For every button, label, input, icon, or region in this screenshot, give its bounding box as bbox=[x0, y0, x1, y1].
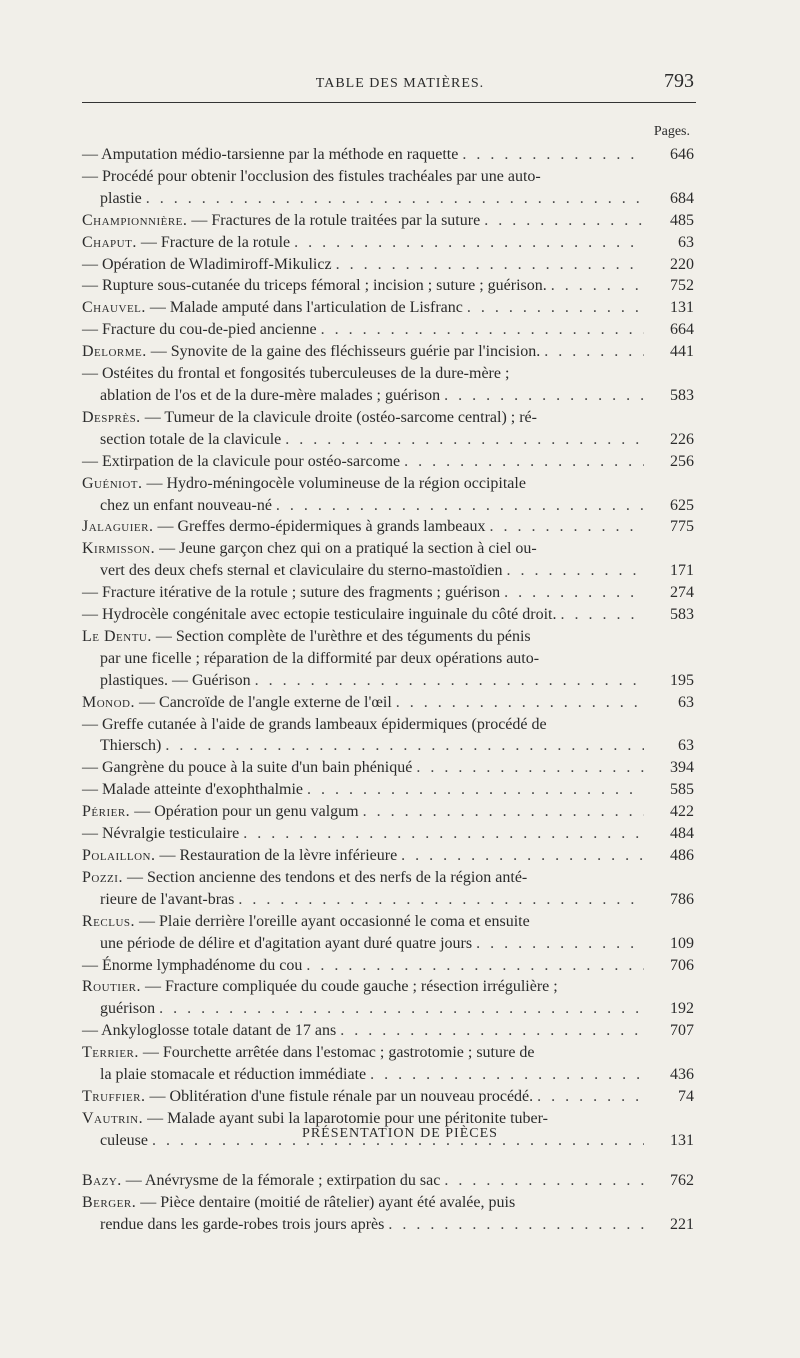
entry-text: — Malade ayant subi la laparotomie pour une péritonite tuber- bbox=[147, 1109, 548, 1127]
entry-text: une période de délire et d'agitation ayant duré quatre jours bbox=[100, 934, 473, 952]
toc-entry bbox=[82, 210, 694, 232]
entry-author: Desprès. bbox=[82, 408, 141, 426]
dot-leader bbox=[285, 429, 644, 451]
entry-page: 394 bbox=[670, 759, 694, 777]
entry-text: — Synovite de la gaine des fléchisseurs guérie par l'incision. bbox=[150, 343, 541, 361]
entry-author: Berger. bbox=[82, 1193, 137, 1211]
pages-column-label: Pages. bbox=[653, 124, 690, 139]
dot-leader bbox=[404, 451, 644, 473]
dot-leader bbox=[388, 1214, 644, 1236]
toc-entry bbox=[82, 845, 694, 867]
toc-entry bbox=[82, 297, 694, 319]
entry-text: — Gangrène du pouce à la suite d'un bain phéniqué bbox=[82, 759, 413, 777]
toc-entry bbox=[82, 1020, 694, 1042]
dot-leader bbox=[462, 144, 644, 166]
entry-author: Guéniot. bbox=[82, 474, 143, 492]
entry-text: — Hydro-méningocèle volumineuse de la région occipitale bbox=[146, 474, 526, 492]
entry-page: 625 bbox=[670, 496, 694, 514]
entry-page: 171 bbox=[670, 562, 694, 580]
entry-author: Championnière. bbox=[82, 211, 188, 229]
toc-entry bbox=[82, 1086, 694, 1108]
dot-leader bbox=[416, 757, 644, 779]
entry-page: 583 bbox=[670, 606, 694, 624]
entry-text: culeuse bbox=[100, 1131, 148, 1149]
entry-page: 664 bbox=[670, 321, 694, 339]
entry-page: 131 bbox=[670, 299, 694, 317]
entry-text: rendue dans les garde-robes trois jours après bbox=[100, 1215, 385, 1233]
entry-page: 762 bbox=[670, 1172, 694, 1189]
entry-page: 74 bbox=[678, 1087, 694, 1105]
entry-author: Le Dentu. bbox=[82, 627, 152, 645]
toc-entry bbox=[82, 1192, 694, 1236]
entry-text: — Fracture de la rotule bbox=[140, 233, 291, 251]
entry-author: Vautrin. bbox=[82, 1109, 144, 1127]
dot-leader bbox=[401, 845, 644, 867]
entry-text: guérison bbox=[100, 1000, 156, 1018]
presentation-list bbox=[82, 1170, 694, 1236]
dot-leader bbox=[476, 933, 644, 955]
dot-leader bbox=[444, 385, 644, 407]
dot-leader bbox=[363, 801, 644, 823]
dot-leader bbox=[276, 495, 644, 517]
entry-author: Pozzi. bbox=[82, 868, 123, 886]
toc-entry bbox=[82, 779, 694, 801]
entry-author: Jalaguier. bbox=[82, 518, 154, 536]
entry-page: 436 bbox=[670, 1066, 694, 1084]
dot-leader bbox=[504, 582, 644, 604]
entry-author: Polaillon. bbox=[82, 847, 156, 864]
dot-leader bbox=[238, 889, 644, 911]
toc-entry bbox=[82, 582, 694, 604]
entry-text: — Pièce dentaire (moitié de râtelier) ayant été avalée, puis bbox=[140, 1193, 516, 1211]
entry-text: — Jeune garçon chez qui on a pratiqué la section à ciel ou- bbox=[159, 540, 537, 558]
entry-page: 220 bbox=[670, 255, 694, 273]
entry-page: 585 bbox=[670, 781, 694, 799]
entry-text: — Amputation médio-tarsienne par la méthode en raquette bbox=[82, 146, 459, 163]
toc-entry bbox=[82, 254, 694, 276]
entry-text: ablation de l'os et de la dure-mère malades ; guérison bbox=[100, 386, 441, 404]
entry-text: — Restauration de la lèvre inférieure bbox=[159, 847, 398, 864]
entry-page: 484 bbox=[670, 825, 694, 843]
entry-text: — Procédé pour obtenir l'occlusion des fistules trachéales par une auto- bbox=[82, 167, 541, 185]
entry-page: 109 bbox=[670, 934, 694, 952]
entry-page: 583 bbox=[670, 386, 694, 404]
toc-entry bbox=[82, 823, 694, 845]
dot-leader bbox=[370, 1064, 644, 1086]
entry-text: la plaie stomacale et réduction immédiate bbox=[100, 1066, 367, 1084]
entry-text: Thiersch) bbox=[100, 737, 162, 755]
entry-page: 131 bbox=[670, 1131, 694, 1149]
entry-page: 707 bbox=[670, 1022, 694, 1040]
toc-entry bbox=[82, 516, 694, 538]
entry-text: — Fracture itérative de la rotule ; suture des fragments ; guérison bbox=[82, 584, 501, 602]
entry-text: vert des deux chefs sternal et claviculaire du sterno-mastoïdien bbox=[100, 562, 503, 580]
entry-author: Delorme. bbox=[82, 343, 147, 361]
toc-entry bbox=[82, 473, 694, 517]
entry-author: Périer. bbox=[82, 803, 131, 821]
entry-page: 192 bbox=[670, 1000, 694, 1018]
entry-page: 63 bbox=[678, 693, 694, 711]
toc-entry bbox=[82, 144, 694, 166]
entry-text: rieure de l'avant-bras bbox=[100, 890, 235, 908]
dot-leader bbox=[537, 1086, 644, 1108]
entry-text: plastie bbox=[100, 189, 142, 207]
entry-author: Truffier. bbox=[82, 1087, 146, 1105]
toc-entry bbox=[82, 801, 694, 823]
toc-entry bbox=[82, 275, 694, 297]
toc-entry bbox=[82, 867, 694, 911]
dot-leader bbox=[551, 275, 644, 297]
entry-text: — Opération pour un genu valgum bbox=[134, 803, 359, 821]
toc-entry bbox=[82, 604, 694, 626]
running-header-title: TABLE DES MATIÈRES. bbox=[315, 76, 485, 91]
dot-leader bbox=[336, 254, 644, 276]
entry-text: plastiques. — Guérison bbox=[100, 671, 251, 689]
dot-leader bbox=[544, 341, 644, 363]
entry-text: — Malade amputé dans l'articulation de Lisfranc bbox=[149, 299, 463, 317]
toc-entry bbox=[82, 363, 694, 407]
toc-entry bbox=[82, 319, 694, 341]
dot-leader bbox=[484, 210, 644, 232]
toc-entry bbox=[82, 714, 694, 758]
entry-author: Terrier. bbox=[82, 1044, 139, 1062]
entry-text: — Rupture sous-cutanée du triceps fémoral ; incision ; suture ; guérison. bbox=[82, 277, 547, 295]
entry-text: — Section complète de l'urèthre et des téguments du pénis bbox=[155, 627, 531, 645]
header-rule bbox=[82, 102, 696, 103]
entry-text: — Opération de Wladimiroff-Mikulicz bbox=[82, 255, 332, 273]
entry-text: — Anévrysme de la fémorale ; extirpation du sac bbox=[125, 1172, 441, 1189]
entry-text: chez un enfant nouveau-né bbox=[100, 496, 272, 514]
entry-page: 274 bbox=[670, 584, 694, 602]
entry-page: 63 bbox=[678, 737, 694, 755]
entry-text: section totale de la clavicule bbox=[100, 430, 282, 448]
entry-text: — Plaie derrière l'oreille ayant occasionné le coma et ensuite bbox=[139, 912, 530, 930]
entry-text: — Énorme lymphadénome du cou bbox=[82, 956, 303, 974]
entry-text: — Ankyloglosse totale datant de 17 ans bbox=[82, 1022, 337, 1040]
entry-text: — Fourchette arrêtée dans l'estomac ; gastrotomie ; suture de bbox=[142, 1044, 535, 1062]
entry-page: 63 bbox=[678, 233, 694, 251]
dot-leader bbox=[560, 604, 644, 626]
toc-entry bbox=[82, 166, 694, 210]
dot-leader bbox=[307, 779, 644, 801]
toc-entry bbox=[82, 451, 694, 473]
dot-leader bbox=[165, 735, 644, 757]
entry-text: par une ficelle ; réparation de la difformité par deux opérations auto- bbox=[100, 649, 540, 667]
page-number: 793 bbox=[664, 70, 694, 92]
entry-text: — Section ancienne des tendons et des nerfs de la région anté- bbox=[126, 868, 528, 886]
toc-entry bbox=[82, 1042, 694, 1086]
entry-author: Chaput. bbox=[82, 233, 137, 251]
dot-leader bbox=[467, 297, 644, 319]
entry-page: 646 bbox=[670, 146, 694, 163]
entry-author: Kirmisson. bbox=[82, 540, 156, 558]
entry-text: — Cancroïde de l'angle externe de l'œil bbox=[139, 693, 392, 711]
toc-entry bbox=[82, 341, 694, 363]
toc-entry bbox=[82, 976, 694, 1020]
toc-entry bbox=[82, 407, 694, 451]
dot-leader bbox=[396, 692, 644, 714]
dot-leader bbox=[340, 1020, 644, 1042]
entry-author: Bazy. bbox=[82, 1172, 122, 1189]
entry-text: — Tumeur de la clavicule droite (ostéo-sarcome central) ; ré- bbox=[144, 408, 537, 426]
entry-text: — Hydrocèle congénitale avec ectopie testiculaire inguinale du côté droit. bbox=[82, 606, 557, 624]
entry-page: 786 bbox=[670, 890, 694, 908]
dot-leader bbox=[306, 955, 644, 977]
entry-page: 706 bbox=[670, 956, 694, 974]
section-title: PRÉSENTATION DE PIÈCES bbox=[302, 1126, 498, 1141]
entry-text: — Extirpation de la clavicule pour ostéo-sarcome bbox=[82, 452, 401, 470]
entry-text: — Malade atteinte d'exophthalmie bbox=[82, 781, 304, 799]
entry-text: — Greffes dermo-épidermiques à grands lambeaux bbox=[157, 518, 486, 536]
toc-entry bbox=[82, 538, 694, 582]
entry-page: 441 bbox=[670, 343, 694, 361]
dot-leader bbox=[159, 998, 644, 1020]
entry-page: 195 bbox=[670, 671, 694, 689]
entry-page: 486 bbox=[670, 847, 694, 864]
entry-text: — Oblitération d'une fistule rénale par un nouveau procédé. bbox=[149, 1087, 534, 1105]
entry-author: Chauvel. bbox=[82, 299, 146, 317]
dot-leader bbox=[243, 823, 644, 845]
entry-page: 226 bbox=[670, 430, 694, 448]
entry-text: — Greffe cutanée à l'aide de grands lambeaux épidermiques (procédé de bbox=[82, 715, 547, 733]
entry-text: — Fractures de la rotule traitées par la suture bbox=[191, 211, 481, 229]
toc-entry bbox=[82, 955, 694, 977]
entry-author: Monod. bbox=[82, 693, 136, 711]
dot-leader bbox=[255, 670, 644, 692]
entry-page: 422 bbox=[670, 803, 694, 821]
entry-author: Reclus. bbox=[82, 912, 136, 930]
dot-leader bbox=[489, 516, 644, 538]
entry-page: 775 bbox=[670, 518, 694, 536]
entry-text: — Ostéites du frontal et fongosités tuberculeuses de la dure-mère ; bbox=[82, 365, 510, 383]
entry-page: 256 bbox=[670, 452, 694, 470]
entry-page: 752 bbox=[670, 277, 694, 295]
dot-leader bbox=[146, 188, 644, 210]
entry-text: — Fracture du cou-de-pied ancienne bbox=[82, 321, 317, 339]
dot-leader bbox=[294, 232, 644, 254]
dot-leader bbox=[507, 560, 644, 582]
dot-leader bbox=[444, 1170, 644, 1192]
entry-page: 485 bbox=[670, 211, 694, 229]
toc-entry bbox=[82, 232, 694, 254]
toc-entry bbox=[82, 626, 694, 692]
table-of-contents bbox=[82, 144, 694, 1152]
toc-entry bbox=[82, 757, 694, 779]
entry-author: Routier. bbox=[82, 978, 141, 996]
toc-entry bbox=[82, 692, 694, 714]
entry-page: 221 bbox=[670, 1215, 694, 1233]
toc-entry bbox=[82, 911, 694, 955]
toc-entry bbox=[82, 1170, 694, 1192]
dot-leader bbox=[321, 319, 644, 341]
entry-text: — Fracture compliquée du coude gauche ; résection irrégulière ; bbox=[145, 978, 558, 996]
entry-text: — Névralgie testiculaire bbox=[82, 825, 240, 843]
entry-page: 684 bbox=[670, 189, 694, 207]
